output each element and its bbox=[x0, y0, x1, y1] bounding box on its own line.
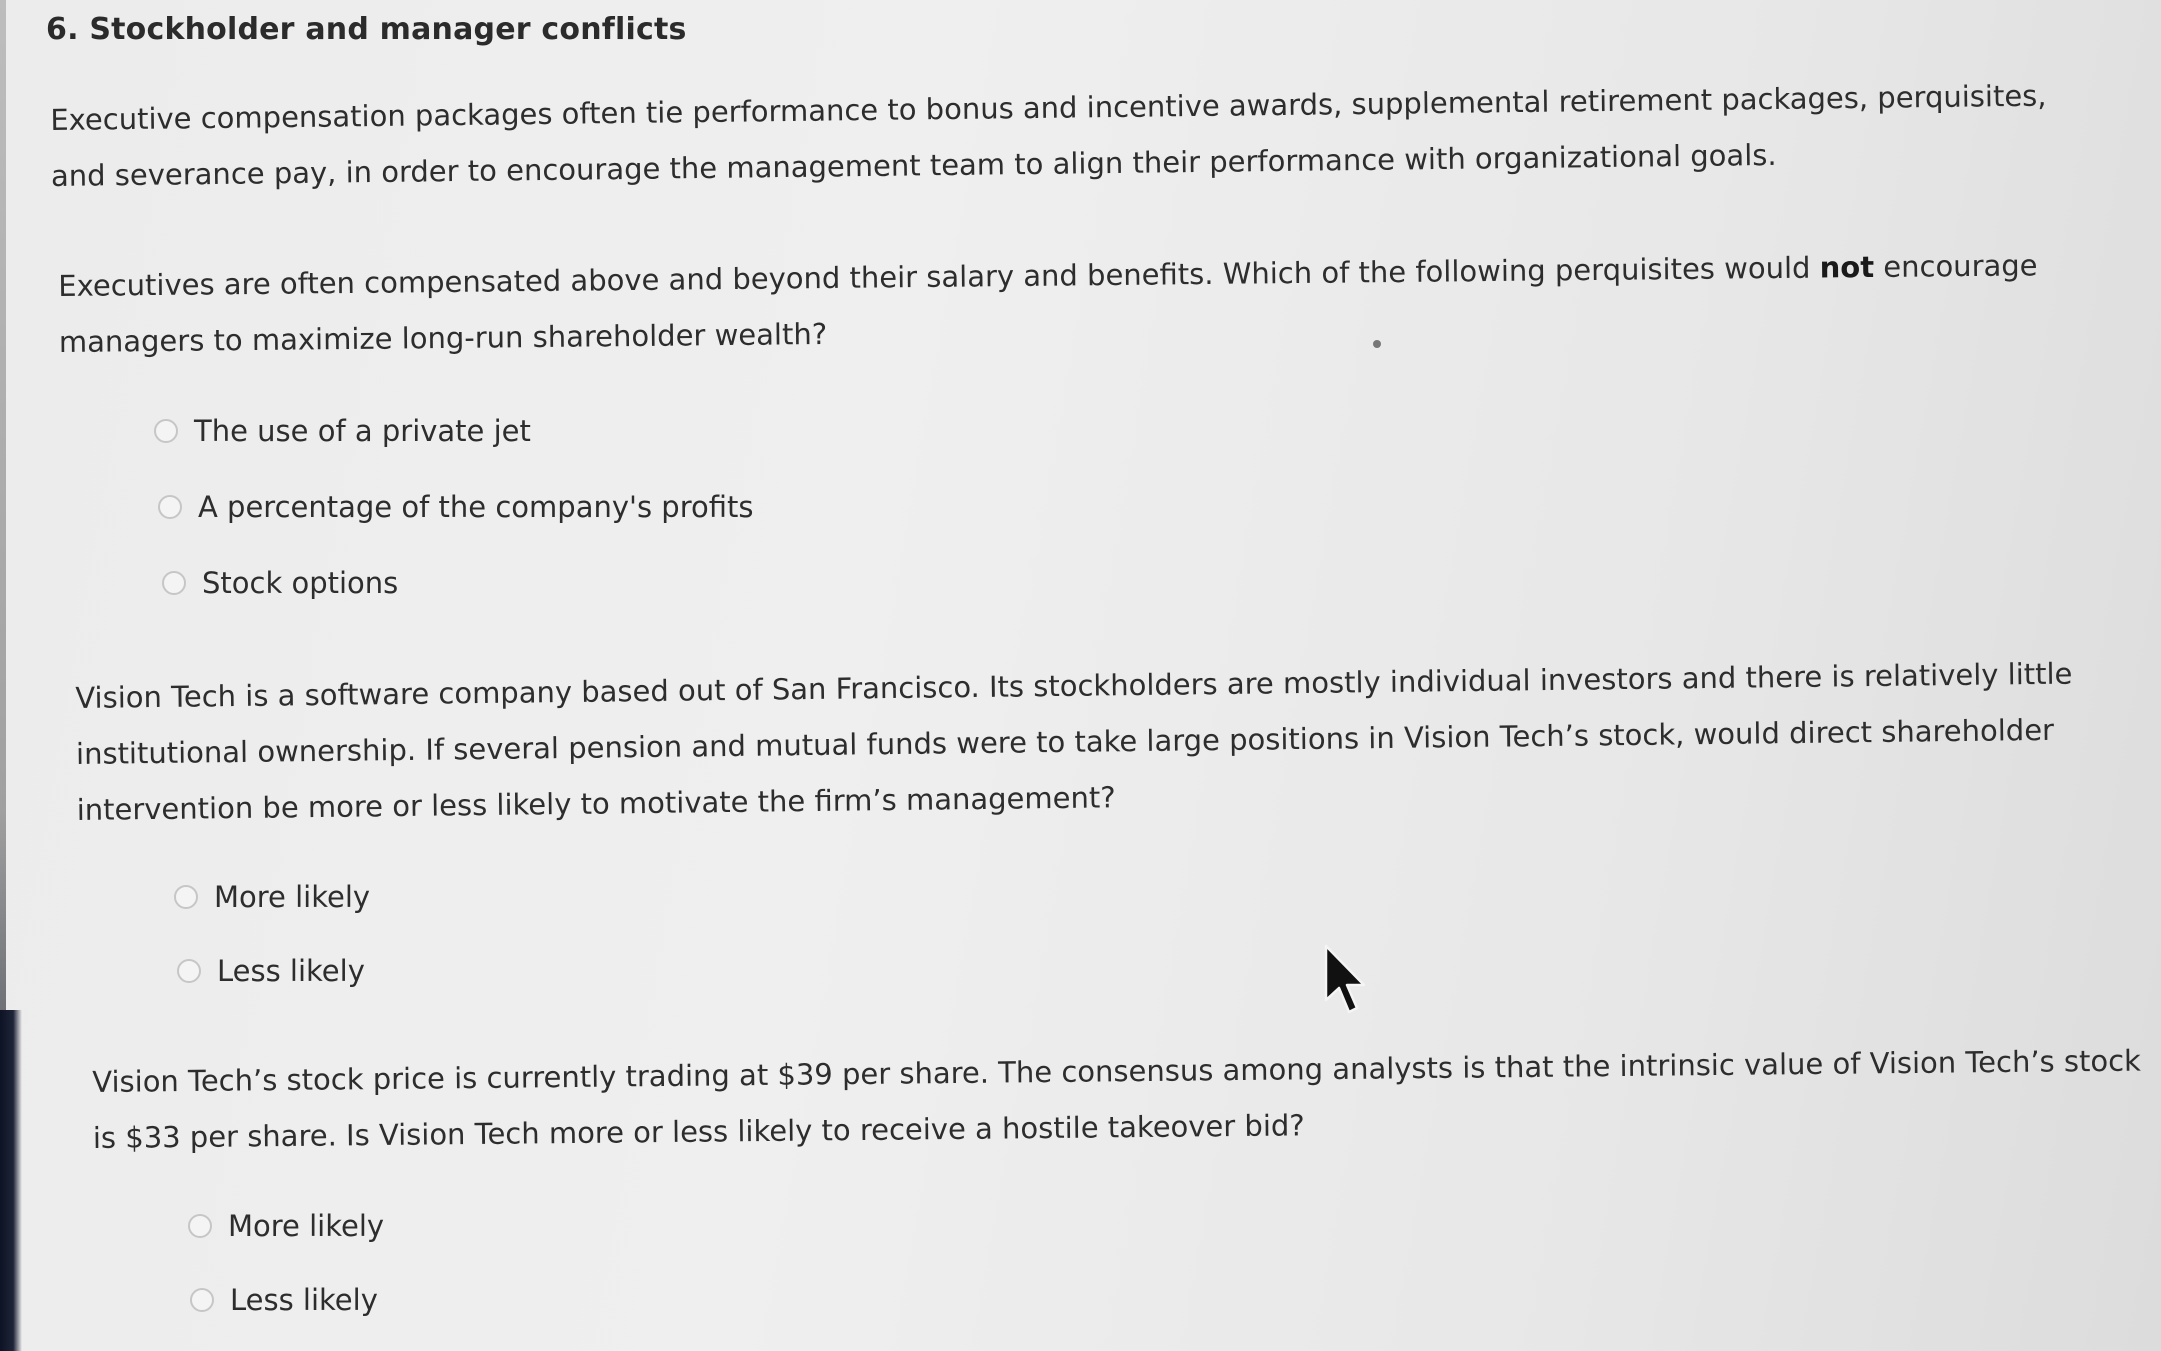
question-2-prompt: Vision Tech is a software company based out of San Francisco. Its stockholders are mostly individual investors and there is relatively little institutional ownership. If several pension and mutual funds were to take large positions in Vision Tech’s stock, would direct shareholder intervention be more or less likely to motivate the firm’s management? bbox=[75, 656, 2073, 827]
question-1-prompt bbox=[58, 236, 2129, 370]
question-1-prompt-start: Executives are often compensated above and beyond their salary and benefits. Which of the following perquisites would bbox=[58, 250, 1820, 303]
question-3-option-less-likely[interactable] bbox=[190, 1283, 378, 1317]
question-1-prompt-end: encourage managers to maximize long-run shareholder wealth? bbox=[58, 248, 2038, 359]
option-label: A percentage of the company's profits bbox=[198, 490, 754, 524]
option-label: Stock options bbox=[202, 566, 399, 600]
question-2-option-less-likely[interactable] bbox=[177, 954, 365, 988]
question-3-option-more-likely[interactable] bbox=[188, 1209, 384, 1243]
option-label: The use of a private jet bbox=[194, 414, 531, 448]
question-1-option-profit-percentage[interactable] bbox=[158, 490, 754, 524]
option-label: More likely bbox=[214, 880, 371, 914]
option-label: Less likely bbox=[217, 954, 365, 988]
question-1-emphasis: not bbox=[1819, 249, 1875, 285]
radio-button-icon[interactable] bbox=[188, 1214, 212, 1238]
intro-paragraph: Executive compensation packages often tie performance to bonus and incentive awards, supplemental retirement packages, perquisites, and severance pay, in order to encourage the management team to align their performance with organizational goals. bbox=[50, 78, 2047, 193]
option-label: More likely bbox=[228, 1209, 385, 1243]
radio-button-icon[interactable] bbox=[177, 959, 201, 983]
question-2-option-more-likely[interactable] bbox=[174, 880, 370, 914]
radio-button-icon[interactable] bbox=[190, 1288, 214, 1312]
radio-button-icon[interactable] bbox=[158, 495, 182, 519]
radio-button-icon[interactable] bbox=[154, 419, 178, 443]
question-1-option-private-jet[interactable] bbox=[154, 414, 531, 448]
question-3-prompt: Vision Tech’s stock price is currently trading at $39 per share. The consensus among analysts is that the intrinsic value of Vision Tech’s stock is $33 per share. Is Vision Tech more or less likely to receive a hostile takeover bid? bbox=[92, 1043, 2142, 1155]
screen-speck bbox=[1373, 340, 1381, 348]
page-title: 6. Stockholder and manager conflicts bbox=[46, 12, 687, 47]
option-label: Less likely bbox=[230, 1283, 378, 1317]
question-1-option-stock-options[interactable] bbox=[162, 566, 398, 600]
radio-button-icon[interactable] bbox=[162, 571, 186, 595]
mouse-pointer-icon bbox=[1322, 944, 1370, 1016]
radio-button-icon[interactable] bbox=[174, 885, 198, 909]
